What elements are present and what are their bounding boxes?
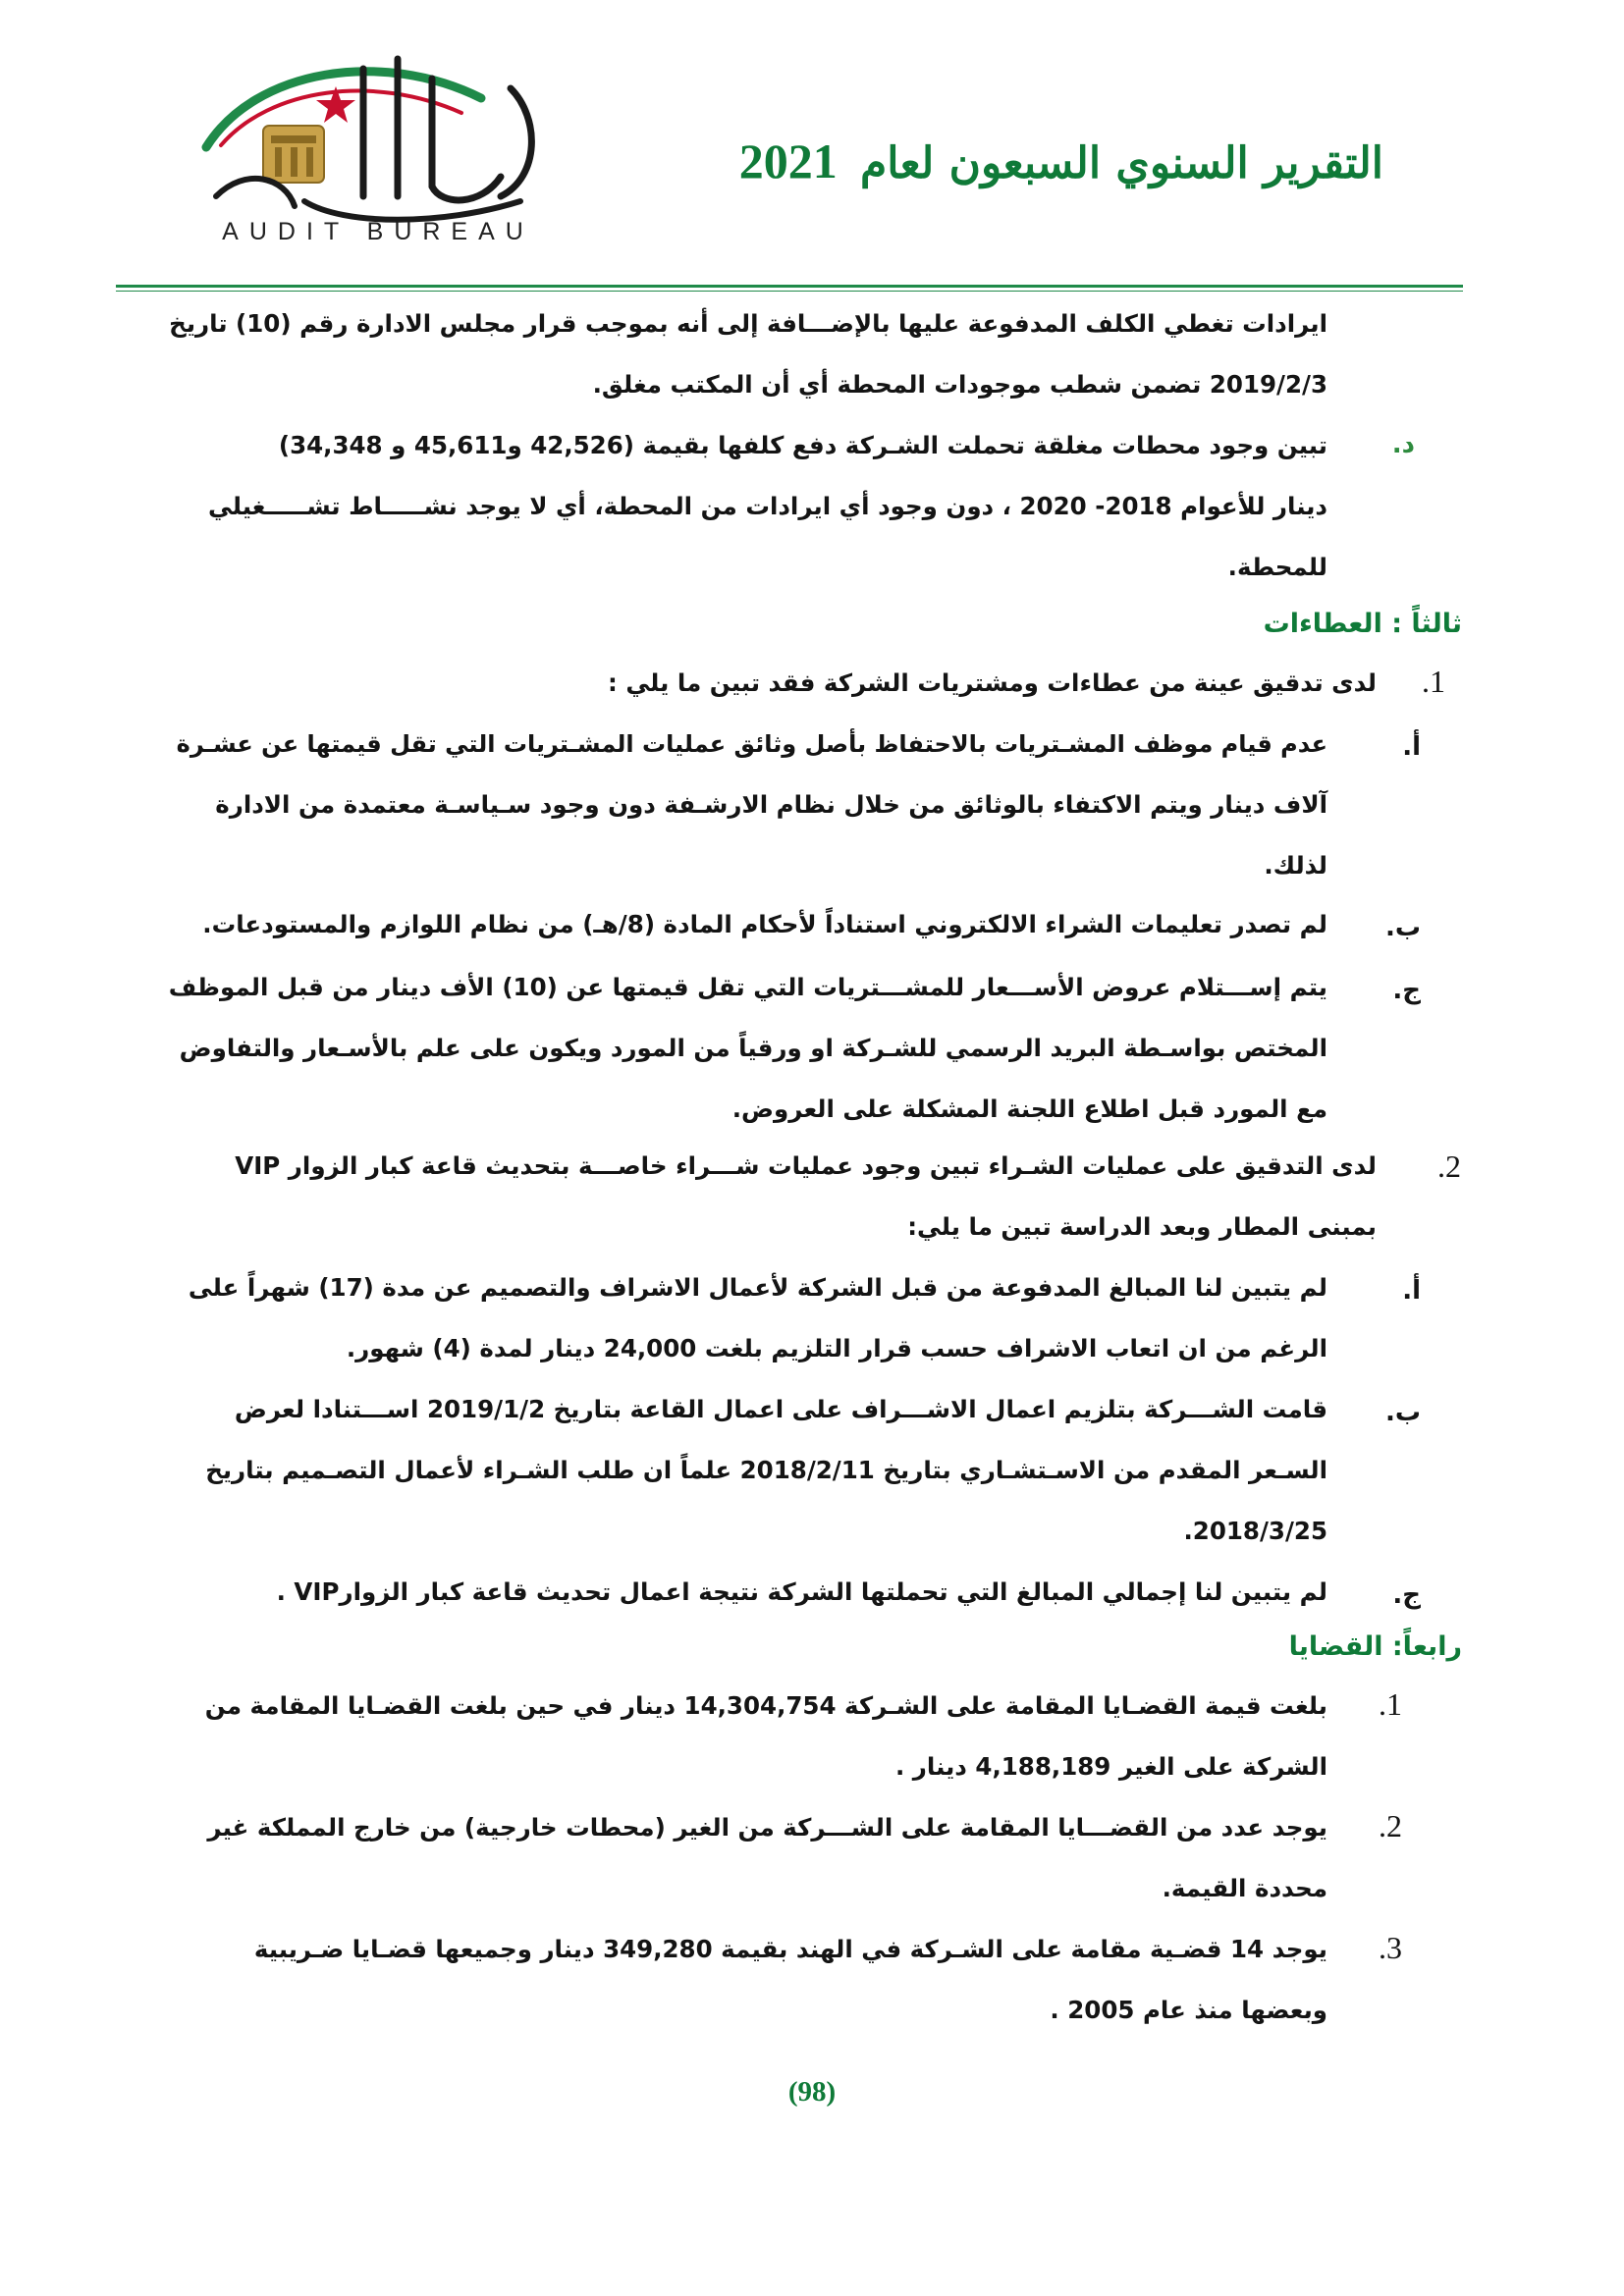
s4-item1-line2: الشركة على الغير 4,188,189 دينار . — [894, 1752, 1327, 1781]
item-d-line1: تبين وجود محطات مغلقة تحملت الشـركة دفع كلفها بقيمة (42,526 و45,611 و 34,348) — [278, 431, 1327, 459]
item-d-line2: دينار للأعوام 2018- 2020 ، دون وجود أي ايرادات من المحطة، أي لا يوجد نشـــــاط تشـــــغيلي — [207, 492, 1327, 520]
s3-1b-marker: ب. — [1384, 913, 1421, 942]
s4-item2-line2: محددة القيمة. — [1162, 1874, 1327, 1902]
s4-item2-line1: يوجد عدد من القضـــايا المقامة على الشـــركة من الغير (محطات خارجية) من خارج المملكة غير — [207, 1813, 1327, 1842]
s4-item3-number: 3. — [1379, 1930, 1402, 1965]
s3-2a-line2: الرغم من ان اتعاب الاشراف حسب قرار التلزيم بلغت 24,000 دينار لمدة (4) شهور. — [346, 1334, 1327, 1362]
logo-caption: AUDIT BUREAU — [222, 218, 534, 245]
section-heading-lawsuits: رابعاً: القضايا — [1288, 1631, 1462, 1662]
s3-1c-line2: المختص بواسـطة البريد الرسمي للشـركة او ورقياً من المورد ويكون على علم بالأسـعار والتفاوض — [179, 1034, 1327, 1062]
s4-item1-line1: بلغت قيمة القضـايا المقامة على الشـركة 14,304,754 دينار في حين بلغت القضـايا المقامة من — [204, 1691, 1327, 1720]
s3-2a-marker: أ. — [1402, 1276, 1421, 1306]
para-cont-line1: ايرادات تغطي الكلف المدفوعة عليها بالإضـــافة إلى أنه بموجب قرار مجلس الادارة رقم (10) تاريخ — [169, 309, 1327, 338]
s3-1b-line1: لم تصدر تعليمات الشراء الالكتروني استناداً لأحكام المادة (8/هـ) من نظام اللوازم والمستودعات. — [202, 910, 1327, 938]
header-rule — [116, 285, 1463, 288]
s3-1a-line2: آلاف دينار ويتم الاكتفاء بالوثائق من خلال نظام الارشـفة دون وجود سـياسـة معتمدة من الادارة — [215, 790, 1327, 819]
s3-item1-text: لدى تدقيق عينة من عطاءات ومشتريات الشركة فقد تبين ما يلي : — [608, 668, 1377, 697]
item-d-marker: د. — [1391, 430, 1415, 459]
s3-1a-marker: أ. — [1402, 732, 1421, 762]
report-title — [739, 133, 1383, 189]
s3-item1-number: 1. — [1422, 664, 1445, 699]
s3-item2-line1: لدى التدقيق على عمليات الشـراء تبين وجود عمليات شـــراء خاصـــة بتحديث قاعة كبار الزوار VIP — [235, 1151, 1377, 1180]
s3-item2-line2: بمبنى المطار وبعد الدراسة تبين ما يلي: — [907, 1212, 1377, 1241]
s3-1a-line1: عدم قيام موظف المشـتريات بالاحتفاظ بأصل وثائق عمليات المشـتريات التي تقل قيمتها عن عشـرة — [176, 730, 1327, 758]
s3-2b-line3: 2018/3/25. — [1183, 1517, 1327, 1545]
s3-2c-line1: لم يتبين لنا إجمالي المبالغ التي تحملتها الشركة نتيجة اعمال تحديث قاعة كبار الزوارVIP . — [276, 1577, 1327, 1606]
item-d-line3: للمحطة. — [1227, 553, 1327, 581]
s3-1a-line3: لذلك. — [1264, 851, 1327, 880]
s4-item3-line2: وبعضها منذ عام 2005 . — [1050, 1996, 1327, 2024]
s4-item3-line1: يوجد 14 قضـية مقامة على الشـركة في الهند بقيمة 349,280 دينار وجميعها قضـايا ضـريبية — [253, 1935, 1327, 1963]
section-heading-tenders: ثالثاً : العطاءات — [1263, 609, 1462, 639]
s3-2b-marker: ب. — [1384, 1398, 1421, 1427]
document-body — [0, 294, 1624, 2218]
para-cont-line2: 2019/2/3 تضمن شطب موجودات المحطة أي أن المكتب مغلق. — [592, 370, 1327, 399]
s3-2a-line1: لم يتبين لنا المبالغ المدفوعة من قبل الشركة لأعمال الاشراف والتصميم عن مدة (17) شهراً على — [188, 1273, 1327, 1302]
s3-item2-number: 2. — [1437, 1148, 1461, 1184]
header-rule-thin — [116, 291, 1463, 292]
s3-2b-line2: السـعر المقدم من الاسـتشـاري بتاريخ 2018/2/11 علماً ان طلب الشـراء لأعمال التصـميم بتاريخ — [205, 1456, 1327, 1484]
s4-item1-number: 1. — [1379, 1686, 1402, 1722]
report-title-text: التقرير السنوي السبعون لعام — [860, 138, 1383, 188]
s4-item2-number: 2. — [1379, 1808, 1402, 1843]
s3-1c-line3: مع المورد قبل اطلاع اللجنة المشكلة على العروض. — [731, 1095, 1327, 1123]
page-number: (98) — [787, 2076, 837, 2108]
s3-1c-marker: ج. — [1392, 976, 1421, 1005]
s3-1c-line1: يتم إســـتلام عروض الأســـعار للمشـــتريات التي تقل قيمتها عن (10) الأف دينار من قبل الموظف — [168, 973, 1327, 1001]
page-header — [0, 0, 1624, 294]
report-title-year: 2021 — [738, 133, 838, 188]
s3-2b-line1: قامت الشـــركة بتلزيم اعمال الاشـــراف على اعمال القاعة بتاريخ 2019/1/2 اســـتنادا لعرض — [234, 1395, 1327, 1423]
s3-2c-marker: ج. — [1392, 1580, 1421, 1610]
